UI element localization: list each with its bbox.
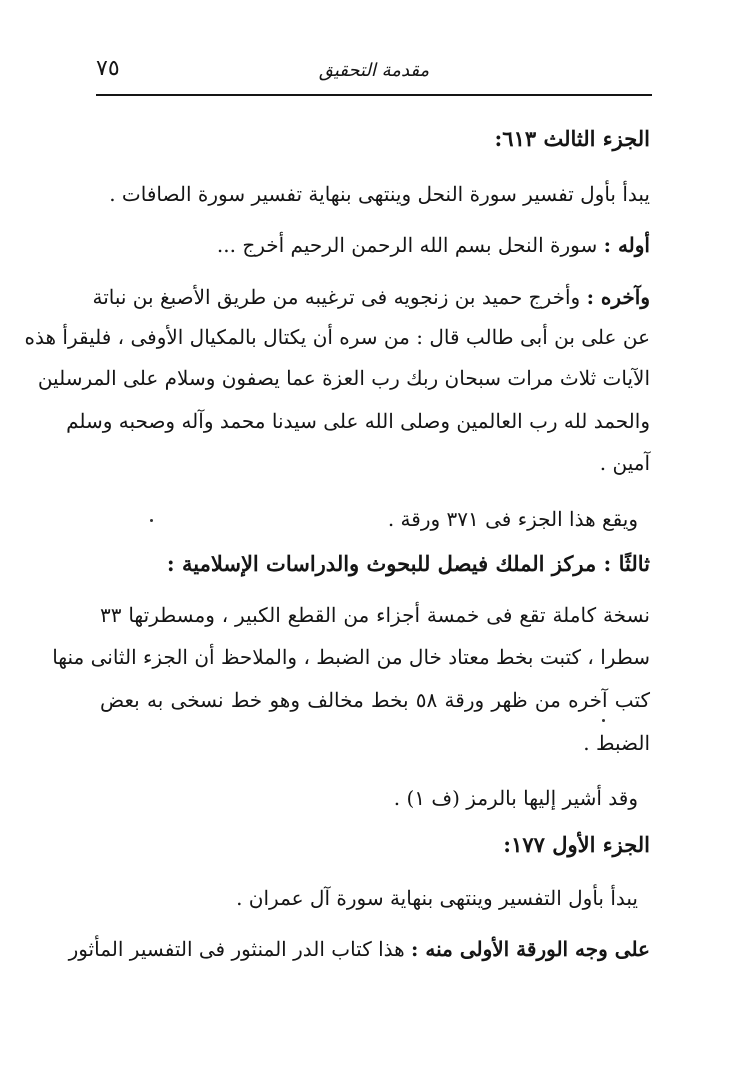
part3-last-line-1 [92,281,650,313]
part3-first-text: سورة النحل بسم الله الرحمن الرحيم أخرج ... [216,233,604,257]
part1-starts: يبدأ بأول التفسير وينتهى بنهاية سورة آل عمران . [236,886,638,910]
section3-symbol: وقد أشير إليها بالرمز (ف ١) . [393,786,638,810]
part1-face [68,933,650,965]
section3-desc-line-4: الضبط . [583,731,650,755]
part3-last-line-3: الآيات ثلاث مرات سبحان ربك رب العزة عما يصفون وسلام على المرسلين [37,366,650,390]
part3-heading: الجزء الثالث ٦١٣: [494,126,650,151]
part3-last-label: وآخره : [586,285,650,309]
part1-heading: الجزء الأول ١٧٧: [503,832,650,857]
page-header [96,50,652,96]
part3-last-line-5: آمين . [599,451,650,475]
part1-face-text: هذا كتاب الدر المنثور فى التفسير المأثور [68,937,412,961]
part3-leaves: ويقع هذا الجزء فى ٣٧١ ورقة . [387,507,638,531]
part3-last-line-2: عن على بن أبى طالب قال : من سره أن يكتال بالمكيال الأوفى ، فليقرأ هذه [24,325,650,349]
header-rule [96,94,652,96]
running-title: مقدمة التحقيق [318,60,430,81]
scan-speck [602,719,605,722]
part3-first [217,229,650,261]
section3-heading: ثالثًا : مركز الملك فيصل للبحوث والدراسات الإسلامية : [166,551,650,576]
section3-desc-line-1: نسخة كاملة تقع فى خمسة أجزاء من القطع الكبير ، ومسطرتها ٣٣ [100,603,650,627]
part3-last-line-4: والحمد لله رب العالمين وصلى الله على سيدنا محمد وآله وصحبه وسلم [66,409,650,433]
part3-first-label: أوله : [603,233,650,257]
part1-face-label: على وجه الورقة الأولى منه : [411,937,650,961]
part3-starts: يبدأ بأول تفسير سورة النحل وينتهى بنهاية تفسير سورة الصافات . [109,182,650,206]
part3-last-text-1: وأخرج حميد بن زنجويه فى ترغيبه من طريق الأصبغ بن نباتة [92,285,587,309]
section3-desc-line-3: كتب آخره من ظهر ورقة ٥٨ بخط مخالف وهو خط نسخى به بعض [100,688,651,712]
scan-speck [150,519,153,522]
page-number: ٧٥ [96,56,120,81]
section3-desc-line-2: سطرا ، كتبت بخط معتاد خال من الضبط ، والملاحظ أن الجزء الثانى منها [52,645,650,669]
